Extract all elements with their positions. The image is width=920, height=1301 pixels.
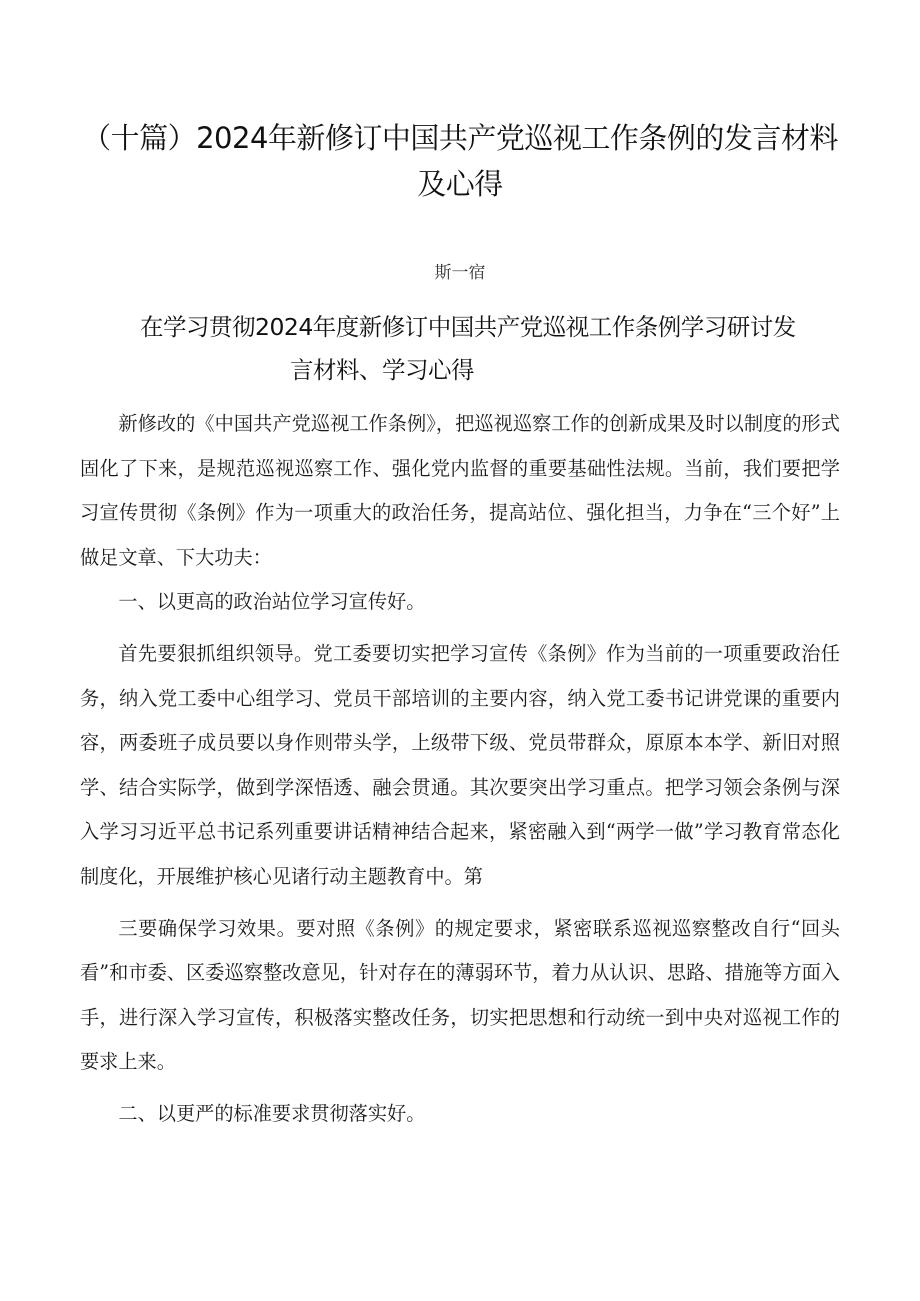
heading-point-2: 二、以更严的标准要求贯彻落实好。 <box>118 1101 426 1125</box>
document-title: （十篇）2024年新修订中国共产党巡视工作条例的发言材料及心得 <box>82 121 838 201</box>
subtitle-line-1: 在学习贯彻2024年度新修订中国共产党巡视工作条例学习研讨发 <box>140 313 796 341</box>
paragraph-intro: 新修改的《中国共产党巡视工作条例》，把巡视巡察工作的创新成果及时以制度的形式固化了下来，是规范巡视巡察工作、强化党内监督的重要基础性法规。当前，我们要把学习宣传贯彻《条例》作为一项重大的政治任务，提高站位、强化担当，力争在“三个好”上做足文章、下大功夫： <box>80 412 840 569</box>
heading-point-1: 一、以更高的政治站位学习宣传好。 <box>118 590 426 614</box>
subtitle <box>140 306 860 392</box>
paragraph-point-1: 首先要狠抓组织领导。党工委要切实把学习宣传《条例》作为当前的一项重要政治任务，纳入党工委中心组学习、党员干部培训的主要内容，纳入党工委书记讲党课的重要内容，两委班子成员要以身作则带头学，上级带下级、党员带群众，原原本本学、新旧对照学、结合实际学，做到学深悟透、融会贯通。其次要突出学习重点。把学习领会条例与深入学习习近平总书记系列重要讲话精神结合起来，紧密融入到“两学一做”学习教育常态化制度化，开展维护核心见诸行动主题教育中。第 <box>80 641 840 888</box>
document-body <box>80 402 840 1137</box>
paragraph-point-1-continued: 三要确保学习效果。要对照《条例》的规定要求，紧密联系巡视巡察整改自行“回头看”和市委、区委巡察整改意见，针对存在的薄弱环节，着力从认识、思路、措施等方面入手，进行深入学习宣传，积极落实整改任务，切实把思想和行动统一到中央对巡视工作的要求上来。 <box>80 916 840 1074</box>
section-marker: 斯一宿 <box>434 263 486 283</box>
subtitle-line-2: 言材料、学习心得 <box>290 356 474 384</box>
